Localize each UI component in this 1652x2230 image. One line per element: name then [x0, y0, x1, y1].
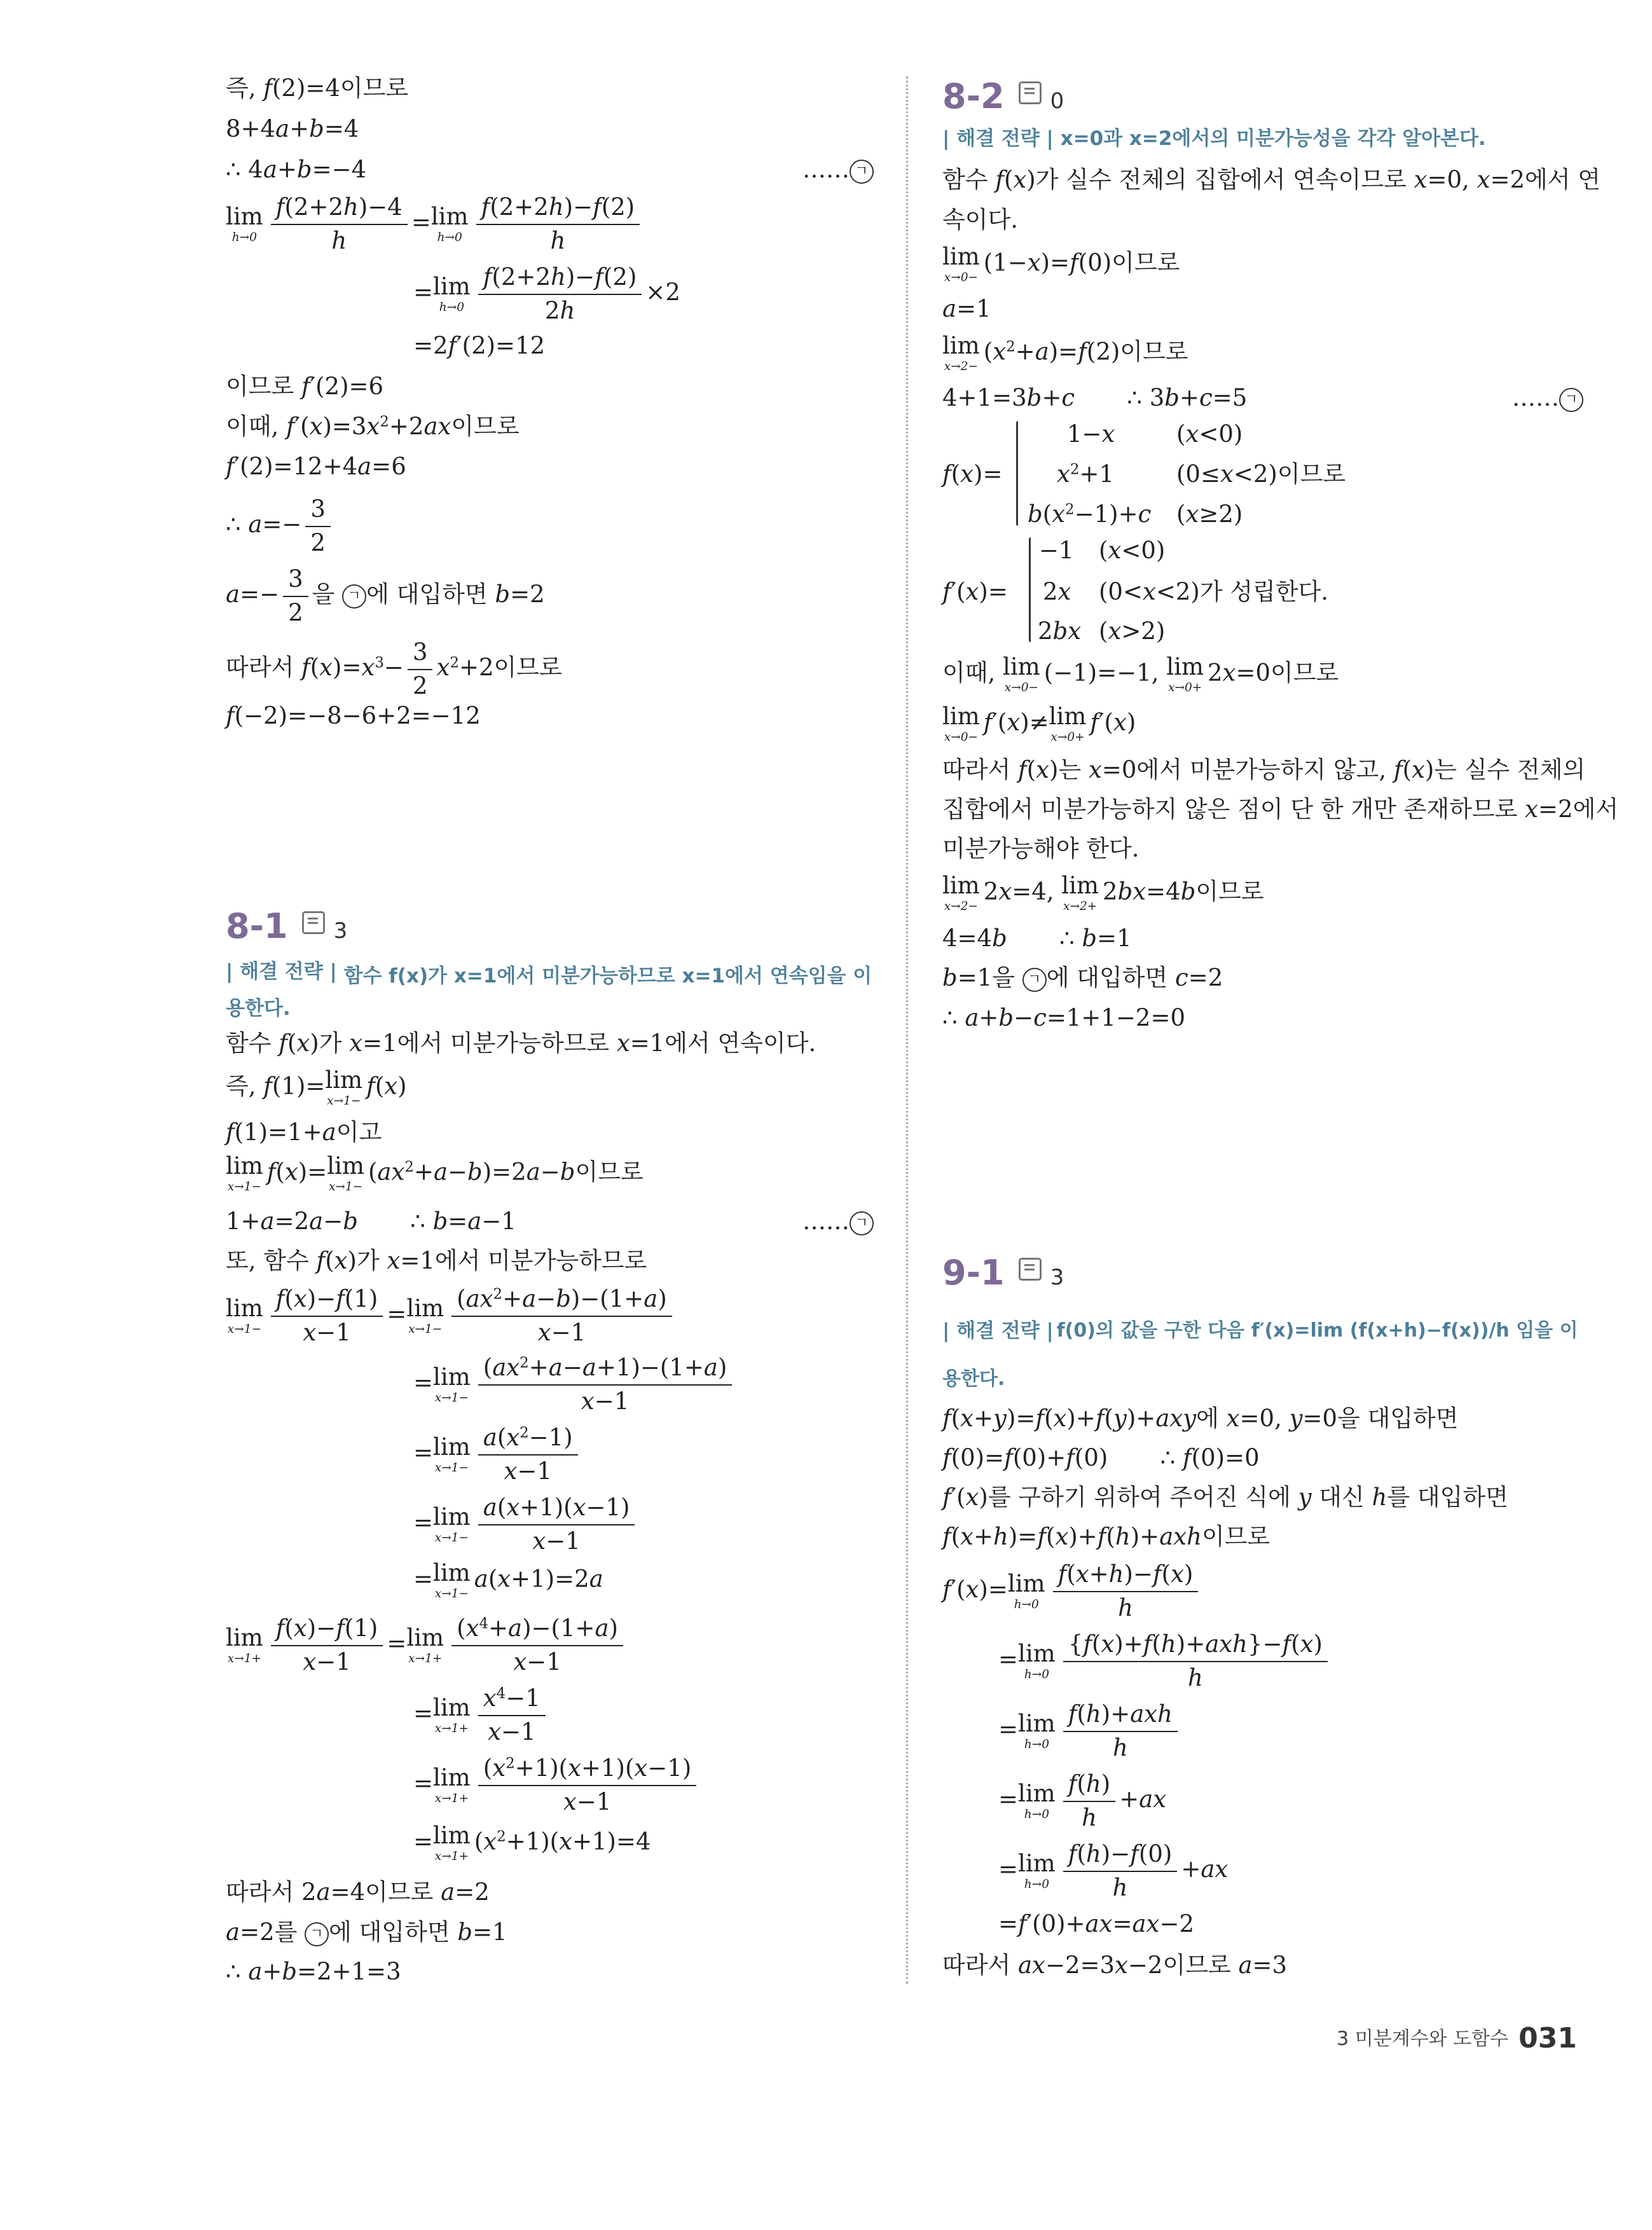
- math-line: lim x→0− (1−x)=f(0)이므로: [942, 243, 1180, 284]
- math-line: 1+a=2a−b ∴ b=a−1: [226, 1208, 516, 1235]
- math-line: f(0)=f(0)+f(0) ∴ f(0)=0: [942, 1444, 1260, 1471]
- math-line: f′(x)=lim h→0 $\frac{f(x+h)-f(x)}{h}$: [942, 1561, 1202, 1621]
- math-line: =lim h→0 $\frac{f(2+2h)-f(2)}{2h}$ ×2: [413, 263, 680, 324]
- equation-marker: …… ㄱ: [802, 156, 874, 184]
- section-9-1-header: [942, 1253, 1064, 1293]
- math-line: f(x+h)=f(x)+f(h)+axh이므로: [942, 1523, 1270, 1550]
- math-line: =lim h→0 $\frac{\text{\{f(x)+f(h)+axh\}−f(x)}}{h}$: [998, 1631, 1332, 1691]
- chapter-title: 3 미분계수와 도함수: [1337, 2028, 1509, 2050]
- math-line: 따라서 ax−2=3x−2이므로 a=3: [942, 1951, 1288, 1979]
- math-line: 즉, f(1)=lim x→1− f(x): [226, 1066, 407, 1108]
- page-footer: [1337, 2022, 1577, 2054]
- strategy-label: | 해결 전략 |: [942, 127, 1054, 150]
- equation-marker: …… ㄱ: [1512, 385, 1583, 412]
- brace: [1029, 537, 1031, 642]
- math-line: lim x→2− $(x^2+a)=f(2)$이므로: [942, 332, 1188, 373]
- math-line: 함수 f(x)가 실수 전체의 집합에서 연속이므로 x=0, x=2에서 연: [942, 166, 1600, 193]
- page-number: 031: [1518, 2022, 1577, 2054]
- math-line: =f′(0)+ax=ax−2: [998, 1910, 1194, 1937]
- math-line: =lim x→1− $\frac{a(x+1)(x-1)}{x-1}$: [413, 1494, 638, 1555]
- math-line: 따라서 f(x)는 x=0에서 미분가능하지 않고, f(x)는 실수 전체의: [942, 756, 1586, 783]
- piecewise-f: f(x)=: [942, 460, 1003, 488]
- math-line: a=− $\frac{3}{2}$ 을 ㄱ 에 대입하면 b=2: [226, 565, 545, 626]
- math-line: 미분가능해야 한다.: [942, 835, 1139, 862]
- math-line: 즉, f(2)=4이므로: [226, 74, 409, 102]
- math-line: ∴ a+b=2+1=3: [226, 1958, 401, 1985]
- strategy-text: f(0)의 값을 구한 다음 f′(x)=lim (f(x+h)−f(x))/h 임을 이용한다.: [942, 1319, 1578, 1390]
- math-line: 집합에서 미분가능하지 않은 점이 단 한 개만 존재하므로 x=2에서: [942, 795, 1619, 823]
- math-line: 함수 f(x)가 x=1에서 미분가능하므로 x=1에서 연속이다.: [226, 1029, 816, 1057]
- math-line: lim x→2− 2x=4, lim x→2+ 2bx=4b이므로: [942, 872, 1264, 913]
- math-line: 따라서 2a=4이므로 a=2: [226, 1878, 490, 1906]
- section-number: 8-1: [226, 906, 288, 946]
- math-line: a=1: [942, 295, 991, 322]
- math-line: =2f′(2)=12: [413, 332, 546, 359]
- section-number: 8-2: [942, 76, 1005, 116]
- math-line: lim x→1+ $\frac{f(x)-f(1)}{x-1}$ =lim x→1+ $\frac{(x^4+a)-(1+a)}{x-1}$: [226, 1615, 627, 1676]
- math-line: =lim h→0 $\frac{f(h)}{h}$ +ax: [998, 1770, 1167, 1831]
- math-line: ∴ a=− $\frac{3}{2}$: [226, 496, 334, 556]
- math-line: 4=4b ∴ b=1: [942, 925, 1132, 952]
- math-line: =lim x→1− a(x+1)=2a: [413, 1559, 603, 1600]
- section-8-2-header: [942, 76, 1064, 116]
- math-line: a=2를 ㄱ 에 대입하면 b=1: [226, 1918, 507, 1946]
- math-line: =lim x→1− $\frac{(ax^2+a-a+1)-(1+a)}{x-1}$: [413, 1354, 736, 1415]
- math-line: =lim h→0 $\frac{f(h)-f(0)}{h}$ +ax: [998, 1840, 1229, 1901]
- math-line: =lim x→1+ $(x^2+1)(x+1)=4$: [413, 1822, 651, 1863]
- answer-value: 3: [333, 918, 348, 944]
- math-line: 따라서 $f(x)=x^3-$ $\frac{3}{2}$ $x^2+2$이므로: [226, 638, 562, 699]
- math-line: lim x→1− $\frac{f(x)-f(1)}{x-1}$ =lim x→1− $\frac{(ax^2+a-b)-(1+a)}{x-1}$: [226, 1286, 676, 1346]
- section-number: 9-1: [942, 1253, 1005, 1293]
- math-line: 8+4a+b=4: [226, 115, 359, 142]
- math-line: f(−2)=−8−6+2=−12: [226, 702, 481, 729]
- math-line: f(x+y)=f(x)+f(y)+axy에 x=0, y=0을 대입하면: [942, 1405, 1459, 1432]
- strategy-label: | 해결 전략 |: [226, 960, 337, 983]
- math-line: =lim x→1− $\frac{a(x^2-1)}{x-1}$: [413, 1424, 582, 1485]
- math-line: b=1을 ㄱ 에 대입하면 c=2: [942, 964, 1223, 991]
- equation-marker: …… ㄱ: [802, 1208, 874, 1235]
- math-line: f′(x)를 구하기 위하여 주어진 식에 y 대신 h를 대입하면: [942, 1483, 1508, 1511]
- strategy-text: 함수 f(x)가 x=1에서 미분가능하므로 x=1에서 연속임을 이용한다.: [226, 965, 872, 1020]
- math-line: lim h→0 $\frac{f(2+2h)-4}{h}$ =lim h→0 $\frac{f(2+2h)-f(2)}{h}$: [226, 194, 644, 254]
- math-line: 속이다.: [942, 206, 1018, 233]
- math-line: =lim x→1+ $\frac{(x^2+1)(x+1)(x-1)}{x-1}$: [413, 1755, 700, 1815]
- math-line: ∴ 4a+b=−4: [226, 156, 367, 183]
- answer-icon: [1019, 81, 1042, 104]
- answer-value: 0: [1050, 88, 1064, 114]
- section-8-1-header: [226, 906, 347, 946]
- answer-value: 3: [1050, 1265, 1064, 1290]
- math-line: =lim h→0 $\frac{\text{f(h)+axh}}{h}$: [998, 1701, 1181, 1761]
- math-line: 이때, lim x→0− (−1)=−1, lim x→0+ 2x=0이므로: [942, 653, 1339, 694]
- math-line: 이때, $f'(x)=3x^2+2ax$이므로: [226, 413, 520, 440]
- math-line: 4+1=3b+c ∴ 3b+c=5: [942, 384, 1248, 411]
- brace: [1016, 421, 1018, 526]
- math-line: f(1)=1+a이고: [226, 1118, 382, 1146]
- column-divider: [906, 76, 908, 1984]
- answer-icon: [1019, 1258, 1042, 1281]
- math-line: 또, 함수 f(x)가 x=1에서 미분가능하므로: [226, 1247, 647, 1274]
- math-line: ∴ a+b−c=1+1−2=0: [942, 1004, 1185, 1031]
- strategy-label: | 해결 전략 |: [942, 1319, 1054, 1342]
- math-line: 이므로 f′(2)=6: [226, 373, 384, 400]
- math-line: f′(2)=12+4a=6: [226, 453, 406, 480]
- piecewise-f-prime: f′(x)=: [942, 578, 1008, 605]
- answer-icon: [302, 911, 325, 934]
- math-line: lim x→1− f(x)=lim x→1− $(ax^2+a-b)=2a-b$이므로: [226, 1152, 644, 1194]
- strategy-text: x=0과 x=2에서의 미분가능성을 각각 알아본다.: [1060, 127, 1486, 150]
- math-line: lim x→0− f′(x)≠lim x→0+ f′(x): [942, 703, 1136, 744]
- math-line: =lim x→1+ $\frac{x^4-1}{x-1}$: [413, 1685, 549, 1745]
